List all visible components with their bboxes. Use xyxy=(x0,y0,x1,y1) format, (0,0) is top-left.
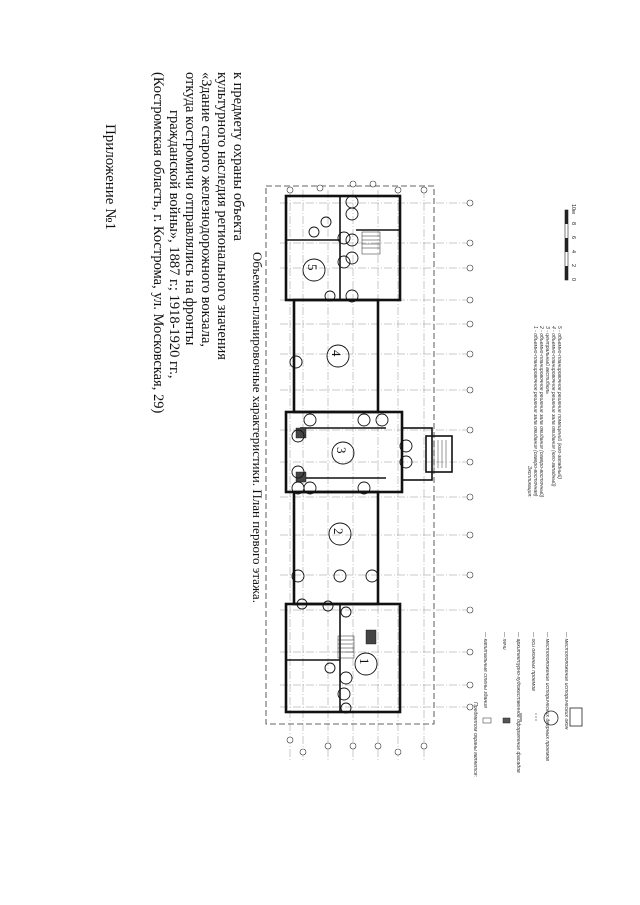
legend-item-doors: — местоположение исторических дверных проемов xyxy=(544,632,550,762)
room-label-3: 3 xyxy=(334,447,349,454)
scale-tick-8: 8 xyxy=(570,222,576,226)
header-line-3: «Здание старого железнодорожного вокзала, xyxy=(198,72,214,348)
explication-item-5: 5 - объемно-планировочное решение помещений (юго-западный) xyxy=(556,326,562,480)
explication-item-1: 1 - объемно-планировочное решение зала ожидания (северо-восточная) xyxy=(532,326,538,497)
explication-item-4: 4 - объемно-планировочное решение зала ожидания (юго-западный) xyxy=(550,326,556,487)
scale-tick-2: 2 xyxy=(570,264,576,268)
header-line-5: гражданской войны», 1887 г.; 1918-1920 гг., xyxy=(166,110,182,379)
explication-item-2: 2 - объемно-планировочное решение зала ожидания (северо-восточный) xyxy=(538,326,544,498)
header-line-4: откуда костромичи отправлялись на фронты xyxy=(182,72,198,346)
explication-item-3: 3 - центральный вестибюль xyxy=(544,326,550,394)
legend-item-facade: — архитектурно-художественное оформление фасадов xyxy=(515,632,521,773)
room-label-2: 2 xyxy=(331,528,346,535)
appendix-number: Приложение №1 xyxy=(102,123,118,231)
scale-tick-6: 6 xyxy=(570,236,576,240)
scale-tick-10: 10м xyxy=(570,204,576,214)
legend-heading: Предметом охраны является: xyxy=(472,702,478,778)
room-label-4: 4 xyxy=(329,350,344,357)
scale-tick-4: 4 xyxy=(570,250,576,254)
legend-item-walls: — капитальные стены здания xyxy=(482,632,488,708)
legend-item-windows: — местоположение исторических окон xyxy=(563,632,569,730)
legend-item-window-axes: — оси оконных проемов xyxy=(530,632,536,691)
room-label-5: 5 xyxy=(305,264,320,271)
header-line-1: к предмету охраны объекта xyxy=(230,72,246,241)
header-line-2: культурного наследия регионального значения xyxy=(214,72,230,360)
explication-heading: Экспликация: xyxy=(526,466,532,498)
plan-title-text: Объемно-планировочные характеристики. План первого этажа. xyxy=(250,252,265,603)
header-line-6: (Костромская область, г. Кострома, ул. Московская, 29) xyxy=(150,72,166,414)
legend-item-stoves: — печи xyxy=(501,632,507,650)
scale-tick-0: 0 xyxy=(570,278,576,282)
room-label-1: 1 xyxy=(357,658,372,665)
